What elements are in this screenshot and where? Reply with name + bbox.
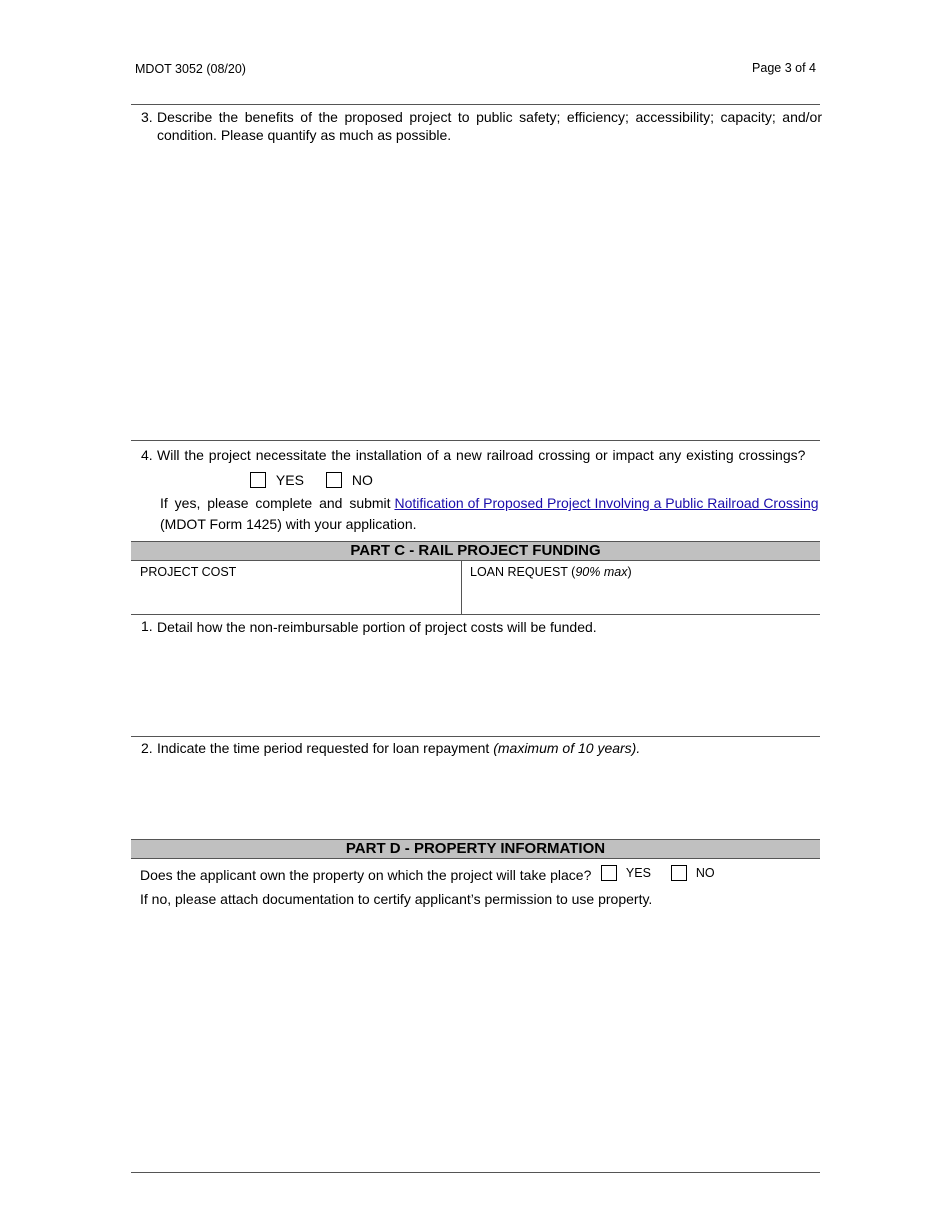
c-q2-text: Indicate the time period requested for loan repayment (maximum of 10 years). [157,740,641,756]
d-question: Does the applicant own the property on which the project will take place? [140,867,592,883]
q4-yes-option[interactable] [250,471,304,488]
divider [131,104,820,105]
q3-line1: Describe the benefits of the proposed project to public safety; efficiency; accessibility; capacity; and/or [157,109,822,125]
q4-question: Will the project necessitate the installation of a new railroad crossing or impact any existing crossings? [157,447,806,463]
c-q2-number: 2. [141,740,153,756]
c-q1-text: Detail how the non-reimbursable portion of project costs will be funded. [157,619,597,635]
q4-yes-label: YES [275,472,304,489]
q4-no-option[interactable] [326,471,373,488]
d-instruction: If no, please attach documentation to certify applicant’s permission to use property. [140,891,653,907]
d-no-checkbox[interactable] [671,865,687,881]
divider [131,614,820,615]
q3-line2: condition. Please quantify as much as possible. [157,127,452,143]
d-no-option[interactable] [671,864,715,881]
form-id: MDOT 3052 (08/20) [135,62,246,76]
part-d-header: PART D - PROPERTY INFORMATION [131,839,820,859]
d-yes-checkbox[interactable] [601,865,617,881]
d-yes-option[interactable] [601,864,651,881]
c-q2-answer-area[interactable] [157,762,820,832]
q4-no-checkbox[interactable] [326,472,342,488]
q4-instruction-prefix: If yes, please complete and submit [160,495,391,511]
page-number: Page 3 of 4 [752,61,816,75]
loan-request-label: LOAN REQUEST (90% max) [470,565,632,579]
q4-number: 4. [141,447,153,463]
project-cost-label: PROJECT COST [140,565,237,579]
part-c-header: PART C - RAIL PROJECT FUNDING [131,541,820,561]
form-1425-link[interactable]: Notification of Proposed Project Involving a Public Railroad Crossing [394,495,819,511]
q3-answer-area[interactable] [157,150,820,430]
loan-request-field[interactable] [470,580,815,612]
footer-divider [131,1172,820,1173]
divider [131,440,820,441]
q4-instruction [160,495,819,511]
q4-no-label: NO [351,472,373,489]
c-q1-answer-area[interactable] [157,640,820,730]
d-answer-area[interactable] [140,915,820,1160]
d-no-label: NO [695,866,715,881]
d-yes-label: YES [625,866,651,881]
q3-number: 3. [141,109,153,125]
q4-yes-checkbox[interactable] [250,472,266,488]
q4-instruction-suffix: (MDOT Form 1425) with your application. [160,516,417,532]
cell-divider [461,561,462,614]
divider [131,736,820,737]
project-cost-field[interactable] [140,580,458,612]
c-q1-number: 1. [141,618,153,634]
